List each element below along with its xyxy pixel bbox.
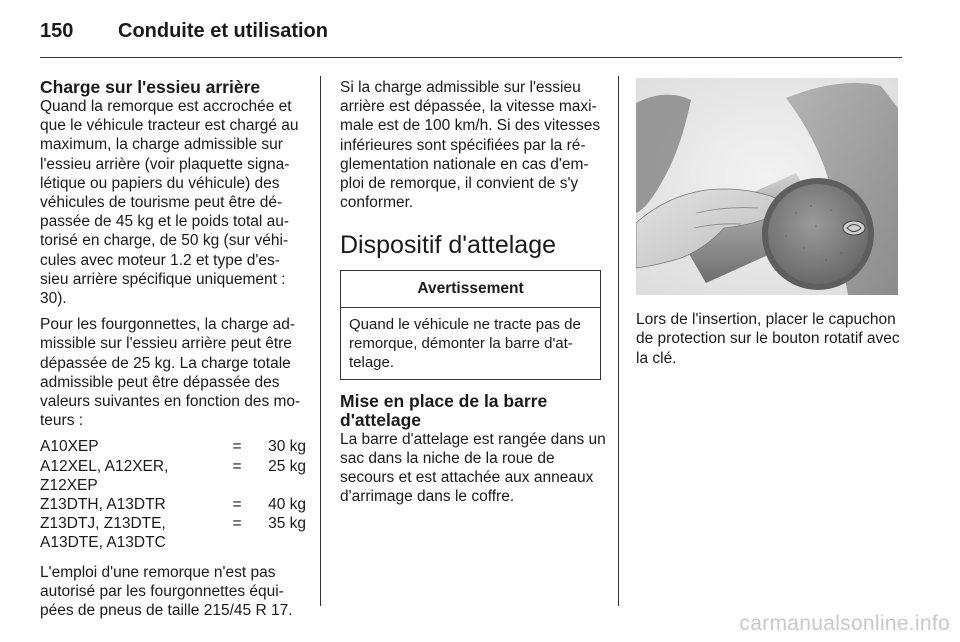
- watermark: carmanualsonline.info: [739, 612, 950, 635]
- paragraph-rear-axle-load: Quand la remorque est accrochée et que le véhicule tracteur est chargé au maximum, la charge admissible sur l'essieu arrière (voir plaquette signa-létique ou papiers du véhicule) des véhicules de tourisme peut être dé-passée de 45 kg et le poids total au-torisé en charge, de 50 kg (sur véhi-cules avec moteur 1.2 et type d'es-sieu arrière spécifique uniquement : 30).: [40, 98, 299, 308]
- equals-sign: =: [232, 496, 242, 514]
- column-middle: [340, 78, 606, 513]
- section-title-towbar: Dispositif d'attelage: [340, 231, 557, 260]
- paragraph-tire-restriction: L'emploi d'une remorque n'est pas autorisé par les fourgonnettes équi-pées de pneus de taille 215/45 R 17.: [40, 563, 293, 620]
- warning-box: [340, 270, 601, 379]
- table-row: [40, 495, 306, 514]
- illustration-caption: Lors de l'insertion, placer le capuchon de protection sur le bouton rotatif avec la clé.: [636, 311, 900, 367]
- paragraph-max-speed: Si la charge admissible sur l'essieu arrière est dépassée, la vitesse maxi-male est de 100 km/h. Si des vitesses inférieures sont spécifiées par la ré-glementation nationale en cas d'em-ploi de remorque, il convient de s'y conformer.: [340, 79, 601, 212]
- engine-model: Z13DTH, A13DTR: [40, 496, 166, 514]
- equals-sign: =: [232, 457, 242, 475]
- page-header: [40, 18, 902, 58]
- load-value: 30 kg: [268, 438, 306, 456]
- table-row: [40, 457, 306, 495]
- equals-sign: =: [232, 515, 242, 533]
- column-right: [636, 78, 906, 375]
- page-title: Conduite et utilisation: [118, 20, 328, 42]
- load-value: 35 kg: [268, 515, 306, 533]
- warning-title: Avertissement: [341, 271, 600, 307]
- engine-model: Z13DTJ, Z13DTE, A13DTE, A13DTC: [40, 515, 166, 552]
- section-heading-rear-axle: Charge sur l'essieu arrière: [40, 77, 261, 97]
- column-divider-1: [320, 76, 321, 606]
- load-value: 25 kg: [268, 457, 306, 475]
- load-value: 40 kg: [268, 496, 306, 514]
- engine-model: A12XEL, A12XER, Z12XEP: [40, 457, 169, 494]
- column-divider-2: [618, 76, 619, 606]
- engine-model: A10XEP: [40, 438, 99, 456]
- table-row: [40, 437, 306, 456]
- engine-load-table: [40, 437, 306, 552]
- warning-text: Quand le véhicule ne tracte pas de remorque, démonter la barre d'at-telage.: [349, 315, 581, 371]
- table-row: [40, 514, 306, 552]
- column-left: [40, 78, 306, 627]
- page-number: 150: [40, 20, 74, 42]
- cap-on-knob-illustration: [636, 78, 898, 295]
- sub-heading-mounting: Mise en place de la barre d'attelage: [340, 390, 548, 430]
- paragraph-van-load: Pour les fourgonnettes, la charge ad-missible sur l'essieu arrière peut être dépassée de 25 kg. La charge totale admissible peut être dépassée des valeurs suivantes en fonction des mo-teurs :: [40, 316, 301, 430]
- equals-sign: =: [232, 438, 242, 456]
- paragraph-storage: La barre d'attelage est rangée dans un sac dans la niche de la roue de secours et est attachée aux anneaux d'arrimage dans le coffre.: [340, 430, 606, 506]
